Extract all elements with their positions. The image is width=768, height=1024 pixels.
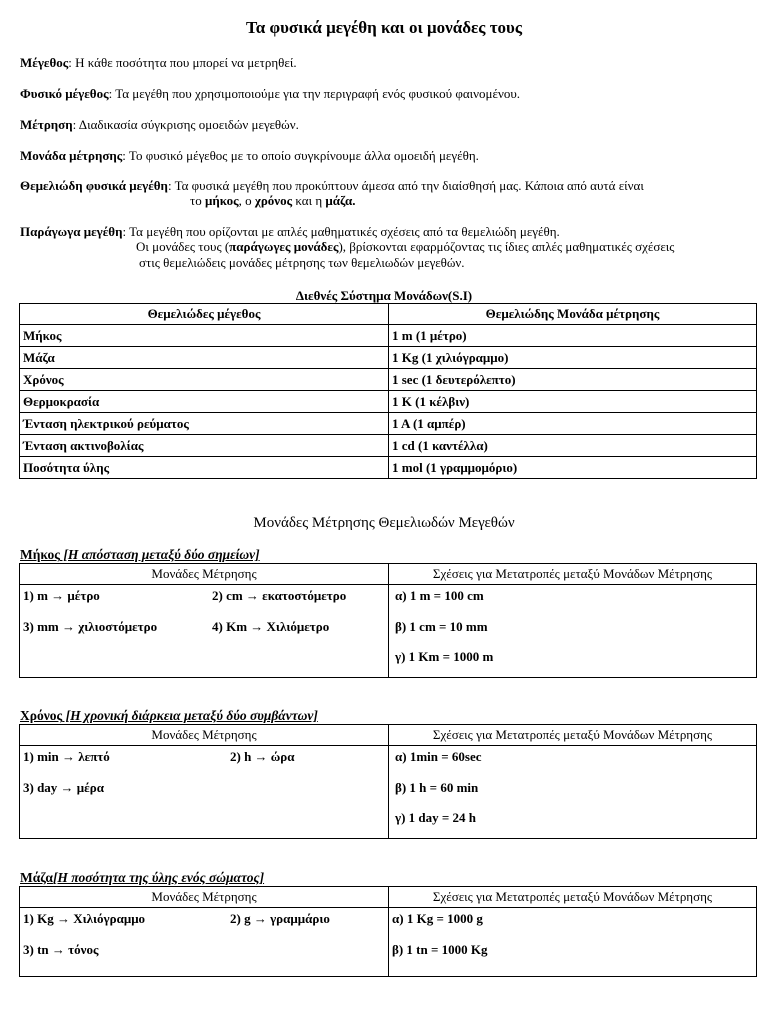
table-row (20, 746, 757, 839)
relation-item: β) 1 h = 60 min (395, 780, 479, 795)
quantity-cell: Ένταση ακτινοβολίας (20, 435, 389, 457)
definition-term: Μέγεθος (20, 55, 69, 70)
definition-text: : Η κάθε ποσότητα που μπορεί να μετρηθεί. (68, 55, 297, 70)
table-header: Σχέσεις για Μετατροπές μεταξύ Μονάδων Μέτρησης (389, 725, 757, 746)
definition-measurement (20, 117, 299, 133)
table-header-row (20, 564, 757, 585)
quantity-cell: Μήκος (20, 325, 389, 347)
table-row (20, 585, 757, 678)
unit-cell: 1 sec (1 δευτερόλεπτο) (389, 369, 757, 391)
definition-fundamental-line2: το μήκος, ο χρόνος και η μάζα. (190, 193, 356, 208)
unit-item: 4) Km → Χιλιόμετρο (212, 619, 330, 634)
time-table (19, 724, 757, 839)
definition-physical-magnitude (20, 86, 520, 102)
units-cell (20, 746, 389, 839)
unit-item: 1) Kg → Χιλιόγραμμο (23, 911, 146, 926)
definition-term: Μονάδα μέτρησης (20, 148, 123, 163)
table-row (20, 457, 757, 479)
definition-text: : Τα φυσικά μεγέθη που προκύπτουν άμεσα από την διαίσθησή μας. Κάποια από αυτά είναι (167, 178, 644, 193)
table-row (20, 391, 757, 413)
relation-item: α) 1 Kg = 1000 g (392, 911, 483, 926)
unit-item: 2) cm → εκατοστόμετρο (212, 588, 347, 603)
unit-cell: 1 Kg (1 χιλιόγραμμο) (389, 347, 757, 369)
unit-cell: 1 m (1 μέτρο) (389, 325, 757, 347)
unit-cell: 1 K (1 κέλβιν) (389, 391, 757, 413)
definition-fundamental (20, 178, 644, 194)
table-header: Θεμελιώδης Μονάδα μέτρησης (389, 304, 757, 325)
table-header: Σχέσεις για Μετατροπές μεταξύ Μονάδων Μέτρησης (389, 564, 757, 585)
page-title: Τα φυσικά μεγέθη και οι μονάδες τους (245, 18, 523, 37)
definition-derived-line3: στις θεμελιώδεις μονάδες μέτρησης των θεμελιωδών μεγεθών. (139, 255, 465, 270)
definition-derived-line2: Οι μονάδες τους (παράγωγες μονάδες), βρίσκονται εφαρμόζοντας τις ίδιες απλές μαθηματικές σχέσεις (136, 239, 675, 254)
relations-cell (389, 585, 757, 678)
length-heading: Μήκος [Η απόσταση μεταξύ δύο σημείων] (20, 547, 260, 562)
table-header: Σχέσεις για Μετατροπές μεταξύ Μονάδων Μέτρησης (389, 887, 757, 908)
definition-term: Θεμελιώδη φυσικά μεγέθη (20, 178, 168, 193)
quantity-cell: Ένταση ηλεκτρικού ρεύματος (20, 413, 389, 435)
table-row (20, 325, 757, 347)
table-row (20, 347, 757, 369)
table-header-row (20, 725, 757, 746)
table-header-row (20, 887, 757, 908)
quantity-cell: Χρόνος (20, 369, 389, 391)
units-cell (20, 908, 389, 977)
relation-item: α) 1 m = 100 cm (395, 588, 484, 603)
table-row (20, 369, 757, 391)
definition-unit (20, 148, 479, 164)
definition-term: Παράγωγα μεγέθη (20, 224, 123, 239)
definition-term: Μέτρηση (20, 117, 73, 132)
relation-item: α) 1min = 60sec (395, 749, 482, 764)
definition-text: : Τα μεγέθη που χρησιμοποιούμε για την περιγραφή ενός φυσικού φαινομένου. (108, 86, 521, 101)
units-section-title: Μονάδες Μέτρησης Θεμελιωδών Μεγεθών (253, 515, 515, 531)
relation-item: γ) 1 day = 24 h (395, 810, 477, 825)
definition-text: : Τα μεγέθη που ορίζονται με απλές μαθηματικές σχέσεις από τα θεμελιώδη μεγέθη. (122, 224, 560, 239)
quantity-cell: Μάζα (20, 347, 389, 369)
si-table (19, 303, 757, 479)
si-table-caption: Διεθνές Σύστημα Μονάδων(S.I) (295, 288, 473, 303)
quantity-cell: Θερμοκρασία (20, 391, 389, 413)
relation-item: β) 1 cm = 10 mm (395, 619, 488, 634)
mass-table (19, 886, 757, 977)
table-header: Μονάδες Μέτρησης (20, 564, 389, 585)
table-header-row (20, 304, 757, 325)
unit-cell: 1 mol (1 γραμμομόριο) (389, 457, 757, 479)
relation-item: β) 1 tn = 1000 Kg (392, 942, 488, 957)
unit-item: 3) tn → τόνος (23, 942, 99, 957)
unit-item: 2) g → γραμμάριο (230, 911, 330, 926)
relations-cell (389, 746, 757, 839)
unit-item: 2) h → ώρα (230, 749, 295, 764)
definition-magnitude (20, 55, 297, 71)
definition-term: Φυσικό μέγεθος (20, 86, 109, 101)
definition-derived (20, 224, 560, 240)
relation-item: γ) 1 Km = 1000 m (395, 649, 494, 664)
table-row (20, 435, 757, 457)
length-table (19, 563, 757, 678)
table-row (20, 908, 757, 977)
unit-cell: 1 A (1 αμπέρ) (389, 413, 757, 435)
table-row (20, 413, 757, 435)
unit-item: 1) min → λεπτό (23, 749, 110, 764)
mass-heading: Μάζα[Η ποσότητα της ύλης ενός σώματος] (20, 870, 265, 885)
unit-item: 3) mm → χιλιοστόμετρο (23, 619, 158, 634)
definition-text: : Το φυσικό μέγεθος με το οποίο συγκρίνουμε άλλα ομοειδή μεγέθη. (122, 148, 479, 163)
quantity-cell: Ποσότητα ύλης (20, 457, 389, 479)
unit-cell: 1 cd (1 καντέλλα) (389, 435, 757, 457)
definition-text: : Διαδικασία σύγκρισης ομοειδών μεγεθών. (72, 117, 299, 132)
unit-item: 3) day → μέρα (23, 780, 104, 795)
table-header: Θεμελιώδες μέγεθος (20, 304, 389, 325)
time-heading: Χρόνος [Η χρονική διάρκεια μεταξύ δύο συμβάντων] (20, 708, 318, 723)
units-cell (20, 585, 389, 678)
table-header: Μονάδες Μέτρησης (20, 887, 389, 908)
relations-cell (389, 908, 757, 977)
table-header: Μονάδες Μέτρησης (20, 725, 389, 746)
unit-item: 1) m → μέτρο (23, 588, 100, 603)
